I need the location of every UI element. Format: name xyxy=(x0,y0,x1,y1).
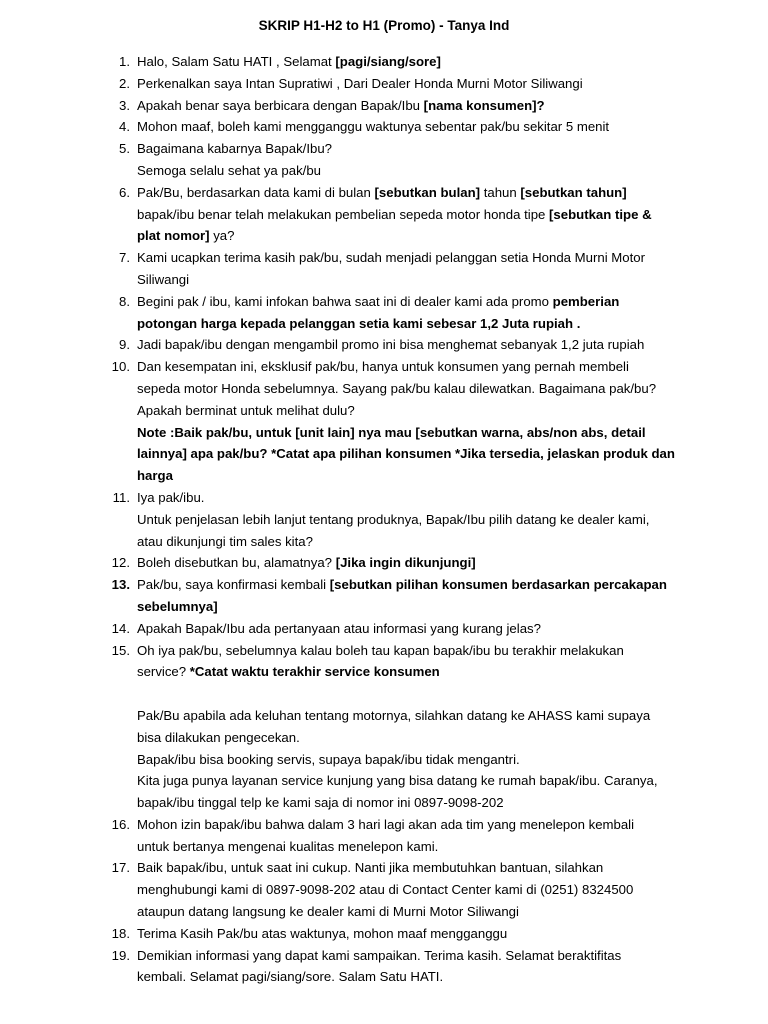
list-item xyxy=(0,945,768,989)
text-line xyxy=(137,51,682,73)
text-segment: Mohon izin bapak/ibu bahwa dalam 3 hari lagi akan ada tim yang menelepon kembali xyxy=(137,816,635,832)
bold-text: potongan harga kepada pelanggan setia kami sebesar 1,2 Juta rupiah . xyxy=(137,315,581,331)
bold-text: *Catat waktu terakhir service konsumen xyxy=(189,664,440,680)
text-line xyxy=(137,247,682,269)
item-number: 2. xyxy=(119,75,130,91)
list-item xyxy=(0,182,768,247)
text-segment: sepeda motor Honda sebelumnya. Sayang pak/bu kalau dilewatkan. Bagaimana pak/bu? xyxy=(137,380,657,396)
text-segment: untuk bertanya mengenai kualitas menelepon kami. xyxy=(137,838,439,854)
item-text xyxy=(137,51,682,73)
item-number: 17. xyxy=(111,860,130,876)
text-segment: Pak/Bu apabila ada keluhan tentang motornya, silahkan datang ke AHASS kami supaya xyxy=(137,707,651,723)
text-line xyxy=(137,814,682,836)
item-number: 18. xyxy=(111,925,130,941)
list-item xyxy=(0,116,768,138)
text-segment: Mohon maaf, boleh kami mengganggu waktunya sebentar pak/bu sekitar 5 menit xyxy=(137,119,610,135)
bold-text: harga xyxy=(137,468,173,484)
item-text xyxy=(137,291,682,335)
bold-text: [sebutkan bulan] xyxy=(374,184,481,200)
text-line xyxy=(137,73,682,95)
text-line xyxy=(137,138,682,160)
text-line xyxy=(137,705,682,727)
script-list xyxy=(0,51,768,988)
item-number: 15. xyxy=(111,642,130,658)
text-line xyxy=(137,465,682,487)
text-segment: Halo, Salam Satu HATI , Selamat xyxy=(137,54,336,69)
item-text xyxy=(137,857,682,922)
text-segment: Semoga selalu sehat ya pak/bu xyxy=(137,162,322,178)
item-number: 9. xyxy=(119,337,130,353)
item-text xyxy=(137,923,682,945)
text-segment: Apakah benar saya berbicara dengan Bapak/Ibu xyxy=(137,97,424,113)
item-number: 1. xyxy=(119,54,130,69)
text-line xyxy=(137,792,682,814)
text-line xyxy=(137,487,682,509)
list-item xyxy=(0,334,768,356)
text-segment: Pak/Bu, berdasarkan data kami di bulan xyxy=(137,184,375,200)
text-line xyxy=(137,618,682,640)
item-number: 10. xyxy=(111,359,130,375)
text-line xyxy=(137,291,682,313)
item-number: 7. xyxy=(119,250,130,266)
item-number: 4. xyxy=(119,119,130,135)
text-segment: menghubungi kami di 0897-9098-202 atau di Contact Center kami di (0251) 8324500 xyxy=(137,882,634,898)
list-item xyxy=(0,640,768,814)
text-line xyxy=(137,923,682,945)
text-segment: Pak/bu, saya konfirmasi kembali xyxy=(137,577,330,593)
list-item xyxy=(0,574,768,618)
text-line xyxy=(137,857,682,879)
text-segment: Apakah berminat untuk melihat dulu? xyxy=(137,402,355,418)
text-segment: Dan kesempatan ini, eksklusif pak/bu, hanya untuk konsumen yang pernah membeli xyxy=(137,359,629,375)
bold-text: [sebutkan tipe & xyxy=(549,206,652,222)
item-text xyxy=(137,618,682,640)
text-line xyxy=(137,334,682,356)
item-text xyxy=(137,95,682,117)
text-line xyxy=(137,945,682,967)
list-item xyxy=(0,73,768,95)
item-number: 12. xyxy=(111,555,130,571)
text-line xyxy=(137,443,682,465)
text-segment: atau dikunjungi tim sales kita? xyxy=(137,533,313,549)
item-text xyxy=(137,73,682,95)
item-number: 14. xyxy=(111,620,130,636)
text-line xyxy=(137,966,682,988)
text-segment: tahun xyxy=(480,184,521,200)
item-text xyxy=(137,182,682,247)
text-line xyxy=(137,204,682,226)
text-segment: bapak/ibu tinggal telp ke kami saja di nomor ini 0897-9098-202 xyxy=(137,795,504,811)
bold-text: Note :Baik pak/bu, untuk [unit lain] nya mau [sebutkan warna, abs/non abs, detail xyxy=(137,424,646,440)
item-text xyxy=(137,814,682,858)
text-segment: Siliwangi xyxy=(137,271,190,287)
text-segment: Bapak/ibu bisa booking servis, supaya bapak/ibu tidak mengantri. xyxy=(137,751,520,767)
text-segment: Bagaimana kabarnya Bapak/Ibu? xyxy=(137,141,333,157)
text-line xyxy=(137,683,682,705)
list-item xyxy=(0,923,768,945)
item-text xyxy=(137,574,682,618)
item-text xyxy=(137,247,682,291)
bold-text: sebelumnya] xyxy=(137,598,218,614)
text-line xyxy=(137,182,682,204)
text-line xyxy=(137,727,682,749)
item-text xyxy=(137,138,682,182)
list-item xyxy=(0,618,768,640)
text-segment: Jadi bapak/ibu dengan mengambil promo ini bisa menghemat sebanyak 1,2 juta rupiah xyxy=(137,337,645,353)
text-segment: ataupun datang langsung ke dealer kami di Murni Motor Siliwangi xyxy=(137,904,519,920)
text-segment: Apakah Bapak/Ibu ada pertanyaan atau informasi yang kurang jelas? xyxy=(137,620,541,636)
text-line xyxy=(137,400,682,422)
text-segment: Boleh disebutkan bu, alamatnya? xyxy=(137,555,336,571)
text-line xyxy=(137,356,682,378)
bold-text: plat nomor] xyxy=(137,228,210,244)
text-segment: Baik bapak/ibu, untuk saat ini cukup. Nanti jika membutuhkan bantuan, silahkan xyxy=(137,860,604,876)
list-item xyxy=(0,291,768,335)
bold-text: [pagi/siang/sore] xyxy=(335,54,441,69)
item-text xyxy=(137,334,682,356)
text-segment: Demikian informasi yang dapat kami sampaikan. Terima kasih. Selamat beraktifitas xyxy=(137,947,622,963)
item-number: 16. xyxy=(111,816,130,832)
text-segment: Oh iya pak/bu, sebelumnya kalau boleh tau kapan bapak/ibu bu terakhir melakukan xyxy=(137,642,624,658)
text-segment: bisa dilakukan pengecekan. xyxy=(137,729,300,745)
item-number: 5. xyxy=(119,141,130,157)
text-line xyxy=(137,225,682,247)
text-line xyxy=(137,749,682,771)
bold-text: [sebutkan pilihan konsumen berdasarkan percakapan xyxy=(329,577,667,593)
item-number: 3. xyxy=(119,97,130,113)
text-line xyxy=(137,574,682,596)
item-number: 11. xyxy=(112,489,130,505)
item-number: 13. xyxy=(111,577,130,593)
text-segment: Begini pak / ibu, kami infokan bahwa saat ini di dealer kami ada promo xyxy=(137,293,553,309)
bold-text: lainnya] apa pak/bu? *Catat apa pilihan konsumen *Jika tersedia, jelaskan produk dan xyxy=(137,446,675,462)
text-line xyxy=(137,640,682,662)
text-segment: Untuk penjelasan lebih lanjut tentang produknya, Bapak/Ibu pilih datang ke dealer kami, xyxy=(137,511,650,527)
text-line xyxy=(137,661,682,683)
item-number: 8. xyxy=(119,293,130,309)
bold-text: pemberian xyxy=(552,293,620,309)
text-segment: ya? xyxy=(209,228,235,244)
page-title: SKRIP H1-H2 to H1 (Promo) - Tanya Ind xyxy=(258,18,510,33)
text-line xyxy=(137,901,682,923)
list-item xyxy=(0,814,768,858)
item-number: 19. xyxy=(111,947,130,963)
list-item xyxy=(0,487,768,552)
text-segment: bapak/ibu benar telah melakukan pembelian sepeda motor honda tipe xyxy=(137,206,550,222)
text-line xyxy=(137,836,682,858)
list-item xyxy=(0,356,768,487)
list-item xyxy=(0,51,768,73)
item-text xyxy=(137,552,682,574)
text-segment: Perkenalkan saya Intan Supratiwi , Dari Dealer Honda Murni Motor Siliwangi xyxy=(137,75,583,91)
item-text xyxy=(137,945,682,989)
text-line xyxy=(137,269,682,291)
text-line xyxy=(137,160,682,182)
text-segment: service? xyxy=(137,664,190,680)
bold-text: [sebutkan tahun] xyxy=(520,184,627,200)
bold-text: [Jika ingin dikunjungi] xyxy=(335,555,476,571)
list-item xyxy=(0,95,768,117)
text-segment: Terima Kasih Pak/bu atas waktunya, mohon maaf mengganggu xyxy=(137,925,508,941)
item-text xyxy=(137,356,682,487)
text-line xyxy=(137,531,682,553)
text-line xyxy=(137,116,682,138)
item-text xyxy=(137,116,682,138)
text-line xyxy=(137,770,682,792)
list-item xyxy=(0,138,768,182)
item-number: 6. xyxy=(119,184,130,200)
text-segment: kembali. Selamat pagi/siang/sore. Salam Satu HATI. xyxy=(137,969,444,985)
list-item xyxy=(0,552,768,574)
text-segment: Kita juga punya layanan service kunjung yang bisa datang ke rumah bapak/ibu. Caranya, xyxy=(137,773,658,789)
list-item xyxy=(0,857,768,922)
text-line xyxy=(137,422,682,444)
text-line xyxy=(137,95,682,117)
text-line xyxy=(137,879,682,901)
text-segment: Iya pak/ibu. xyxy=(137,489,205,505)
text-line xyxy=(137,596,682,618)
item-text xyxy=(137,640,682,814)
text-line xyxy=(137,313,682,335)
text-segment: Kami ucapkan terima kasih pak/bu, sudah menjadi pelanggan setia Honda Murni Motor xyxy=(137,250,646,266)
bold-text: [nama konsumen]? xyxy=(423,97,545,113)
text-line xyxy=(137,378,682,400)
list-item xyxy=(0,247,768,291)
text-line xyxy=(137,509,682,531)
item-text xyxy=(137,487,682,552)
text-line xyxy=(137,552,682,574)
